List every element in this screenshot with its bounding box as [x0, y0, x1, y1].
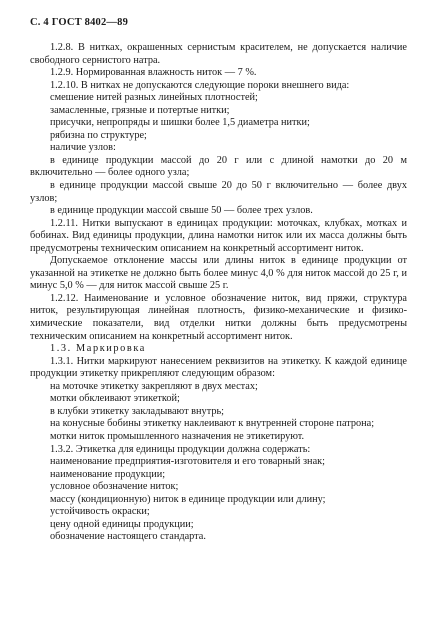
list-item: условное обозначение ниток; [50, 481, 179, 493]
clause-1-2-12: 1.2.12. Наименование и условное обозначение ниток, вид пряжи, структура ниток, результирующая линейная плотность, физико-механические и физико-химические показатели, вид отделки нитки должны быть предусмотрены техническим описанием на конкретный ассортимент ниток. [30, 292, 407, 342]
list-item: массу (кондиционную) ниток в единице продукции или длину; [50, 493, 326, 505]
list-item: наименование продукции; [50, 468, 166, 480]
list-item: устойчивость окраски; [50, 506, 150, 518]
list-item: смешение нитей разных линейных плотностей; [50, 92, 258, 104]
clause-1-2-8: 1.2.8. В нитках, окрашенных сернистым красителем, не допускается наличие свободного сернистого натра. [30, 42, 407, 66]
document-body [30, 42, 407, 544]
clause-1-2-9: 1.2.9. Нормированная влажность ниток — 7 %. [50, 67, 257, 79]
list-item: в клубки этикетку закладывают внутрь; [50, 405, 225, 417]
section-heading-marking: 1.3. Маркировка [50, 343, 146, 355]
clause-1-2-11: 1.2.11. Нитки выпускают в единицах продукции: моточках, клубках, мотках и бобинах. Вид единицы продукции, длина намотки ниток или их масса должны быть предусмотрены техническим описанием на конкретный ассортимент ниток. [30, 217, 407, 254]
list-item: наименование предприятия-изготовителя и его товарный знак; [50, 456, 325, 468]
list-item: в единице продукции массой свыше 20 до 50 г включительно — более двух узлов; [30, 180, 407, 204]
list-item: обозначение настоящего стандарта. [50, 531, 206, 543]
list-item: мотки обклеивают этикеткой; [50, 393, 180, 405]
list-item: наличие узлов: [50, 142, 116, 154]
clause-1-3-1: 1.3.1. Нитки маркируют нанесением реквизитов на этикетку. К каждой единице продукции этикетку прикрепляют следующим образом: [30, 355, 407, 380]
list-item: в единице продукции массой до 20 г или с длиной намотки до 20 м включительно — более одного узла; [30, 154, 407, 179]
list-item: на конусные бобины этикетку наклеивают к внутренней стороне патрона; [50, 418, 375, 430]
list-item: в единице продукции массой свыше 50 — более трех узлов. [50, 205, 313, 217]
list-item: мотки ниток промышленного назначения не этикетируют. [50, 430, 305, 442]
list-item: рябизна по структуре; [50, 129, 147, 141]
clause-1-2-10: 1.2.10. В нитках не допускаются следующие пороки внешнего вида: [50, 79, 350, 91]
list-item: на моточке этикетку закрепляют в двух местах; [50, 380, 258, 392]
clause-1-3-2: 1.3.2. Этикетка для единицы продукции должна содержать: [50, 443, 311, 455]
list-item: цену одной единицы продукции; [50, 518, 194, 530]
list-item: присучки, непропряды и шишки более 1,5 диаметра нитки; [50, 117, 310, 129]
tolerance-paragraph: Допускаемое отклонение массы или длины ниток в единице продукции от указанной на этикетке не должно быть более минус 4,0 % для ниток массой до 25 г, и минус 5,0 % — для ниток массой свыше 25 г. [30, 255, 407, 292]
page-header: С. 4 ГОСТ 8402—89 [30, 17, 129, 28]
list-item: замасленные, грязные и потертые нитки; [50, 104, 230, 116]
